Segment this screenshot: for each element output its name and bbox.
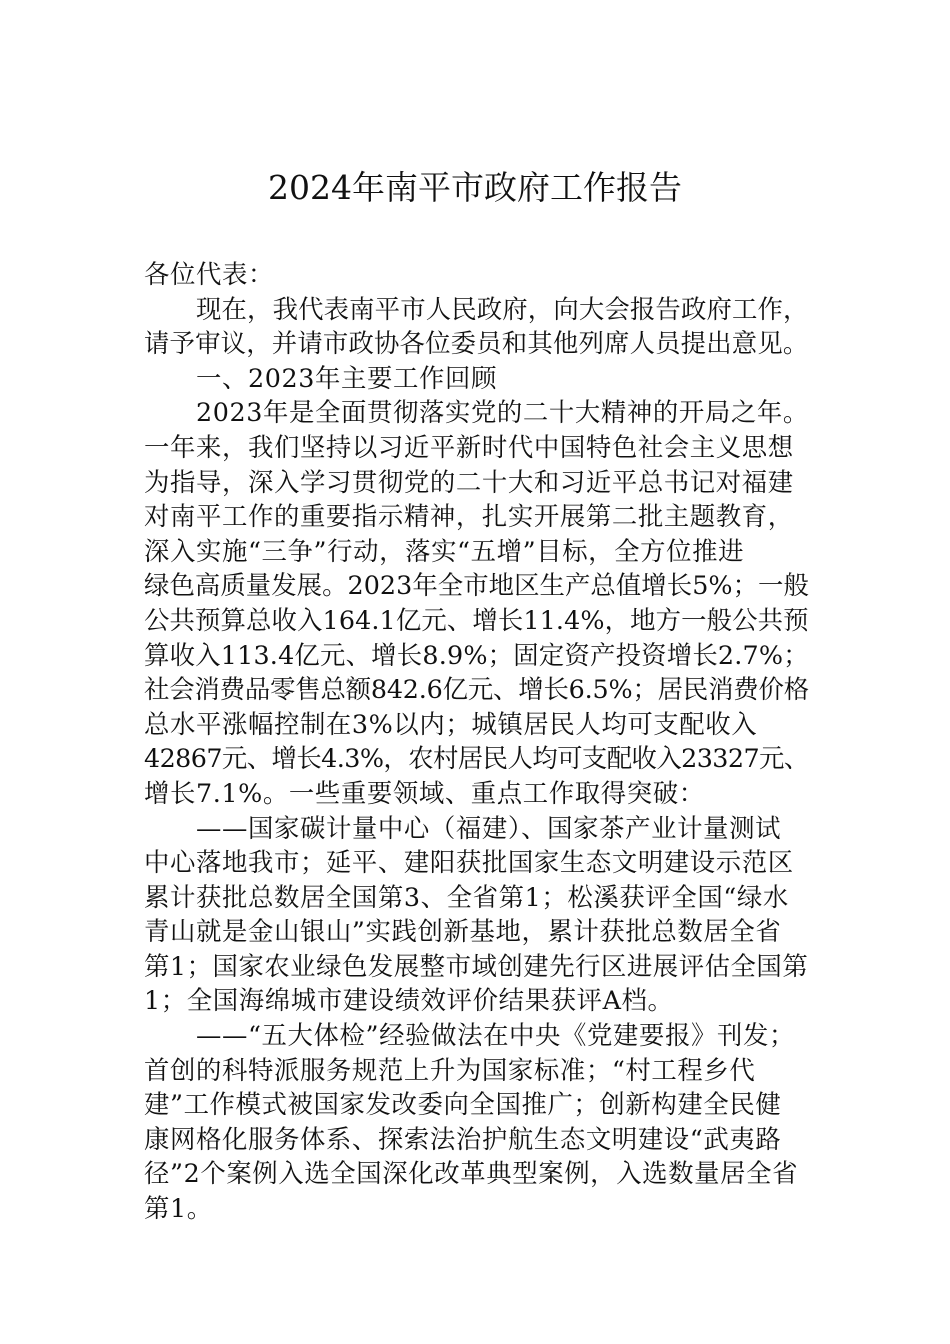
document-body: [144, 257, 810, 1226]
body-line: 一、2023年主要工作回顾: [196, 362, 497, 393]
body-line: 算收入113.4亿元、增长8.9%；固定资产投资增长2.7%；: [144, 639, 809, 670]
body-line: 第1。: [144, 1193, 213, 1224]
body-line: 第1；国家农业绿色发展整市域创建先行区进展评估全国第: [144, 950, 809, 981]
body-line: 绿色高质量发展。2023年全市地区生产总值增长5%；一般: [144, 570, 809, 601]
body-line: 1；全国海绵城市建设绩效评价结果获评A档。: [144, 985, 674, 1016]
body-line: 增长7.1%。一些重要领域、重点工作取得突破：: [144, 777, 705, 808]
body-line: 社会消费品零售总额842.6亿元、增长6.5%；居民消费价格: [144, 674, 809, 705]
body-line: 径”2个案例入选全国深化改革典型案例，入选数量居全省: [144, 1158, 799, 1189]
body-line: 康网格化服务体系、探索法治护航生态文明建设“武夷路: [144, 1123, 782, 1154]
body-line: 为指导，深入学习贯彻党的二十大和习近平总书记对福建: [144, 466, 794, 497]
body-line: 一年来，我们坚持以习近平新时代中国特色社会主义思想: [144, 431, 794, 462]
body-line: 青山就是金山银山”实践创新基地，累计获批总数居全省: [144, 916, 782, 947]
body-line: ——“五大体检”经验做法在中央《党建要报》刊发；: [196, 1020, 795, 1051]
document-title: 2024年南平市政府工作报告: [268, 168, 682, 207]
body-line: 深入实施“三争”行动，落实“五增”目标，全方位推进: [144, 535, 745, 566]
body-line: 2023年是全面贯彻落实党的二十大精神的开局之年。: [196, 397, 809, 428]
body-line: 累计获批总数居全国第3、全省第1；松溪获评全国“绿水: [144, 881, 789, 912]
body-line: 各位代表：: [144, 259, 274, 289]
body-line: 中心落地我市；延平、建阳获批国家生态文明建设示范区: [144, 847, 794, 878]
body-line: 公共预算总收入164.1亿元、增长11.4%，地方一般公共预: [144, 604, 809, 635]
body-line: 总水平涨幅控制在3%以内；城镇居民人均可支配收入: [144, 708, 758, 739]
body-line: 首创的科特派服务规范上升为国家标准；“村工程乡代: [144, 1054, 756, 1085]
body-line: 建”工作模式被国家发改委向全国推广；创新构建全民健: [144, 1089, 782, 1120]
body-line: 现在，我代表南平市人民政府，向大会报告政府工作，: [196, 293, 809, 324]
body-line: 42867元、增长4.3%，农村居民人均可支配收入23327元、: [144, 743, 809, 774]
body-line: ——国家碳计量中心（福建）、国家茶产业计量测试: [196, 812, 782, 843]
body-line: 对南平工作的重要指示精神，扎实开展第二批主题教育，: [144, 501, 794, 532]
body-line: 请予审议，并请市政协各位委员和其他列席人员提出意见。: [144, 328, 809, 359]
